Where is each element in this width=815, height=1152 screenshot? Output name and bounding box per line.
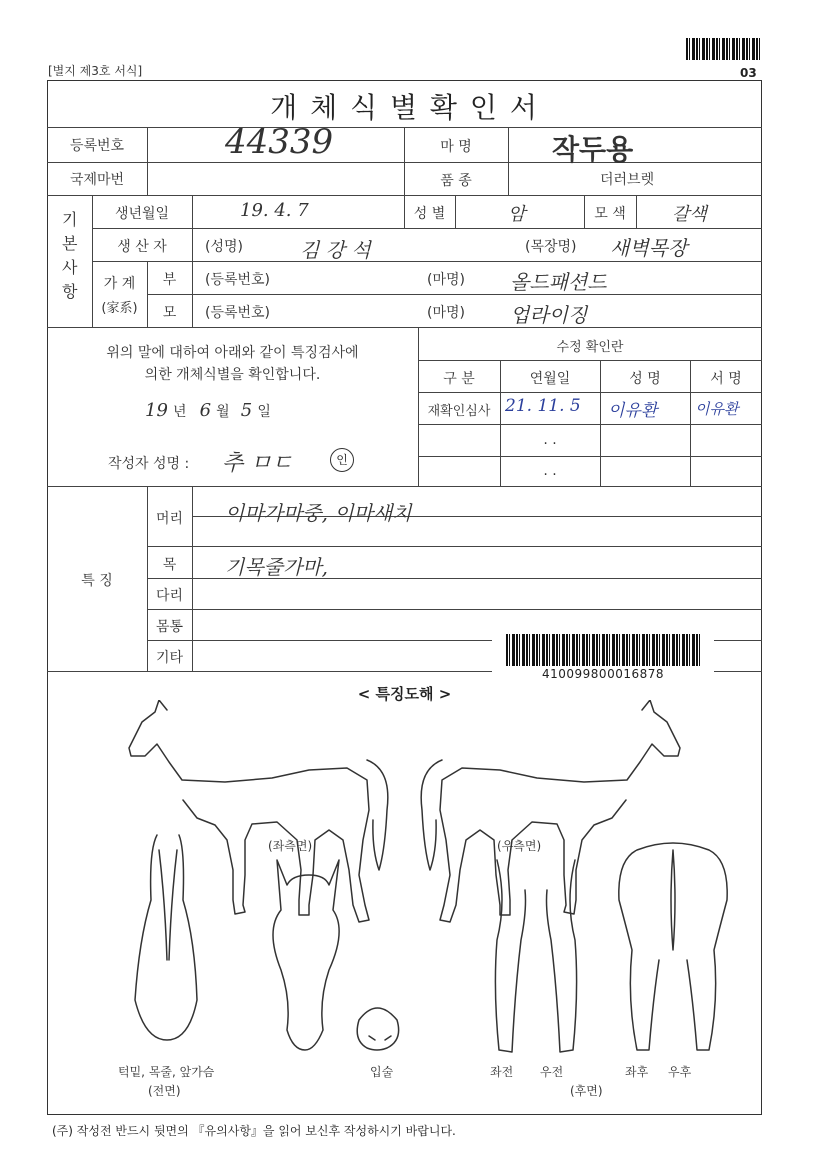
reg-no-value[interactable]: 44339 <box>225 122 334 162</box>
sex-label: 성 별 <box>413 206 446 222</box>
breed-value: 더러브렛 <box>600 172 655 188</box>
head-value[interactable]: 이마가마중, 이마새치 <box>225 501 412 525</box>
top-barcode <box>686 38 760 60</box>
rule <box>147 294 762 295</box>
right-side-caption: (우측면) <box>497 839 542 853</box>
legs-label: 다리 <box>155 588 184 604</box>
sire-name-value[interactable]: 올드패션드 <box>510 270 607 294</box>
rule <box>418 360 762 361</box>
basic-section-label: 기본사항 <box>62 210 78 301</box>
rule <box>192 486 193 671</box>
hind-left-caption: 좌후 <box>625 1065 649 1079</box>
front-right-caption: 우전 <box>540 1065 564 1079</box>
row-3-date[interactable]: . . <box>543 463 557 479</box>
sire-name-label: (마명) <box>427 272 465 288</box>
col-name: 성 명 <box>629 371 661 387</box>
rule <box>636 195 637 228</box>
front-caption: 턱밑, 목줄, 앞가슴 <box>118 1065 215 1079</box>
lineage-label: 가 계 <box>103 276 136 292</box>
date-month-unit: 월 <box>216 404 230 420</box>
reg-no-label: 등록번호 <box>69 138 125 154</box>
dam-name-value[interactable]: 업라이징 <box>510 303 588 327</box>
head-front-icon <box>273 860 339 1050</box>
features-section-label: 특 징 <box>81 573 113 589</box>
rule <box>418 456 762 457</box>
rule <box>192 261 193 327</box>
statement-line-1: 위의 말에 대하여 아래와 같이 특징검사에 <box>106 345 359 361</box>
producer-label: 생 산 자 <box>117 239 167 255</box>
rule <box>455 195 456 228</box>
birth-value[interactable]: 19. 4. 7 <box>240 200 309 221</box>
row-1-name[interactable]: 이유환 <box>608 401 658 421</box>
rule <box>147 609 762 610</box>
hind-right-caption: 우후 <box>668 1065 692 1079</box>
date-year-unit: 년 <box>173 404 187 420</box>
confirmation-date[interactable] <box>145 400 271 421</box>
row-2-date[interactable]: . . <box>543 432 557 448</box>
row-1-date[interactable]: 21. 11. 5 <box>505 396 581 416</box>
date-year: 19 <box>145 400 168 421</box>
statement-line-2: 의한 개체식별을 확인합니다. <box>144 367 321 383</box>
coat-value[interactable]: 갈색 <box>672 204 707 225</box>
name-value[interactable]: 작두용 <box>552 133 634 166</box>
rule <box>147 127 148 195</box>
producer-name-value[interactable]: 김 강 석 <box>300 238 371 262</box>
page-title: 개 체 식 별 확 인 서 <box>270 91 539 124</box>
diagram-title: < 특징도해 > <box>357 685 452 703</box>
writer-seal <box>330 448 354 472</box>
lips-caption: 입술 <box>370 1065 394 1079</box>
head-label: 머리 <box>155 511 184 527</box>
left-side-horse-icon <box>129 700 388 922</box>
lineage-hanja: (家系) <box>101 301 138 316</box>
front-neck-chest-icon <box>135 835 197 1040</box>
left-side-caption: (좌측면) <box>268 839 313 853</box>
rule <box>508 127 509 195</box>
barcode-sticker <box>492 630 714 684</box>
right-side-horse-icon <box>421 700 680 922</box>
neck-value[interactable]: 기목줄가마, <box>225 555 328 579</box>
sex-value[interactable]: 암 <box>508 204 526 225</box>
ranch-label: (목장명) <box>525 239 577 255</box>
ranch-value[interactable]: 새벽목장 <box>610 236 688 260</box>
rule <box>418 424 762 425</box>
dam-label: 모 <box>162 305 177 321</box>
row-1-type: 재확인심사 <box>427 404 491 419</box>
breed-label: 품 종 <box>440 173 472 189</box>
name-label: 마 명 <box>440 139 472 155</box>
front-left-caption: 좌전 <box>490 1065 514 1079</box>
col-date: 연월일 <box>529 371 571 387</box>
sire-label: 부 <box>162 272 177 288</box>
barcode-bars <box>506 634 700 666</box>
rule <box>47 486 762 487</box>
sire-reg-label: (등록번호) <box>205 272 271 288</box>
col-type: 구 분 <box>443 371 475 387</box>
writer-label: 작성자 성명 : <box>108 456 190 472</box>
footer-note: (주) 작성전 반드시 뒷면의 『유의사항』을 읽어 보신후 작성하시기 바랍니다. <box>52 1124 456 1138</box>
correction-title: 수정 확인란 <box>556 340 624 355</box>
body-label: 몸통 <box>155 619 184 635</box>
rule <box>192 195 193 261</box>
date-day-unit: 일 <box>257 404 271 420</box>
rear-label: (후면) <box>570 1084 603 1098</box>
front-label: (전면) <box>148 1084 181 1098</box>
dam-name-label: (마명) <box>427 305 465 321</box>
writer-value[interactable]: 추 ㅁㄷ <box>222 451 293 476</box>
other-label: 기타 <box>155 650 184 666</box>
rear-view-icon <box>619 843 727 1050</box>
intl-no-label: 국제마번 <box>69 172 125 188</box>
horse-diagrams <box>47 700 762 1090</box>
barcode-number: 410099800016878 <box>541 667 665 681</box>
neck-label: 목 <box>162 557 177 573</box>
rule <box>47 327 762 328</box>
producer-name-label: (성명) <box>205 239 243 255</box>
birth-label: 생년월일 <box>114 206 170 222</box>
rule <box>418 392 762 393</box>
col-sign: 서 명 <box>710 371 742 387</box>
muzzle-icon <box>357 1008 398 1050</box>
row-1-sign[interactable]: 이유환 <box>695 400 739 418</box>
coat-label: 모 색 <box>594 206 626 222</box>
date-day: 5 <box>240 400 253 421</box>
dam-reg-label: (등록번호) <box>205 305 271 321</box>
rule <box>147 546 762 547</box>
seal-text: 인 <box>336 453 348 467</box>
page-code: 03 <box>740 66 757 80</box>
form-reference: [별지 제3호 서식] <box>48 64 143 78</box>
date-month: 6 <box>199 400 212 421</box>
